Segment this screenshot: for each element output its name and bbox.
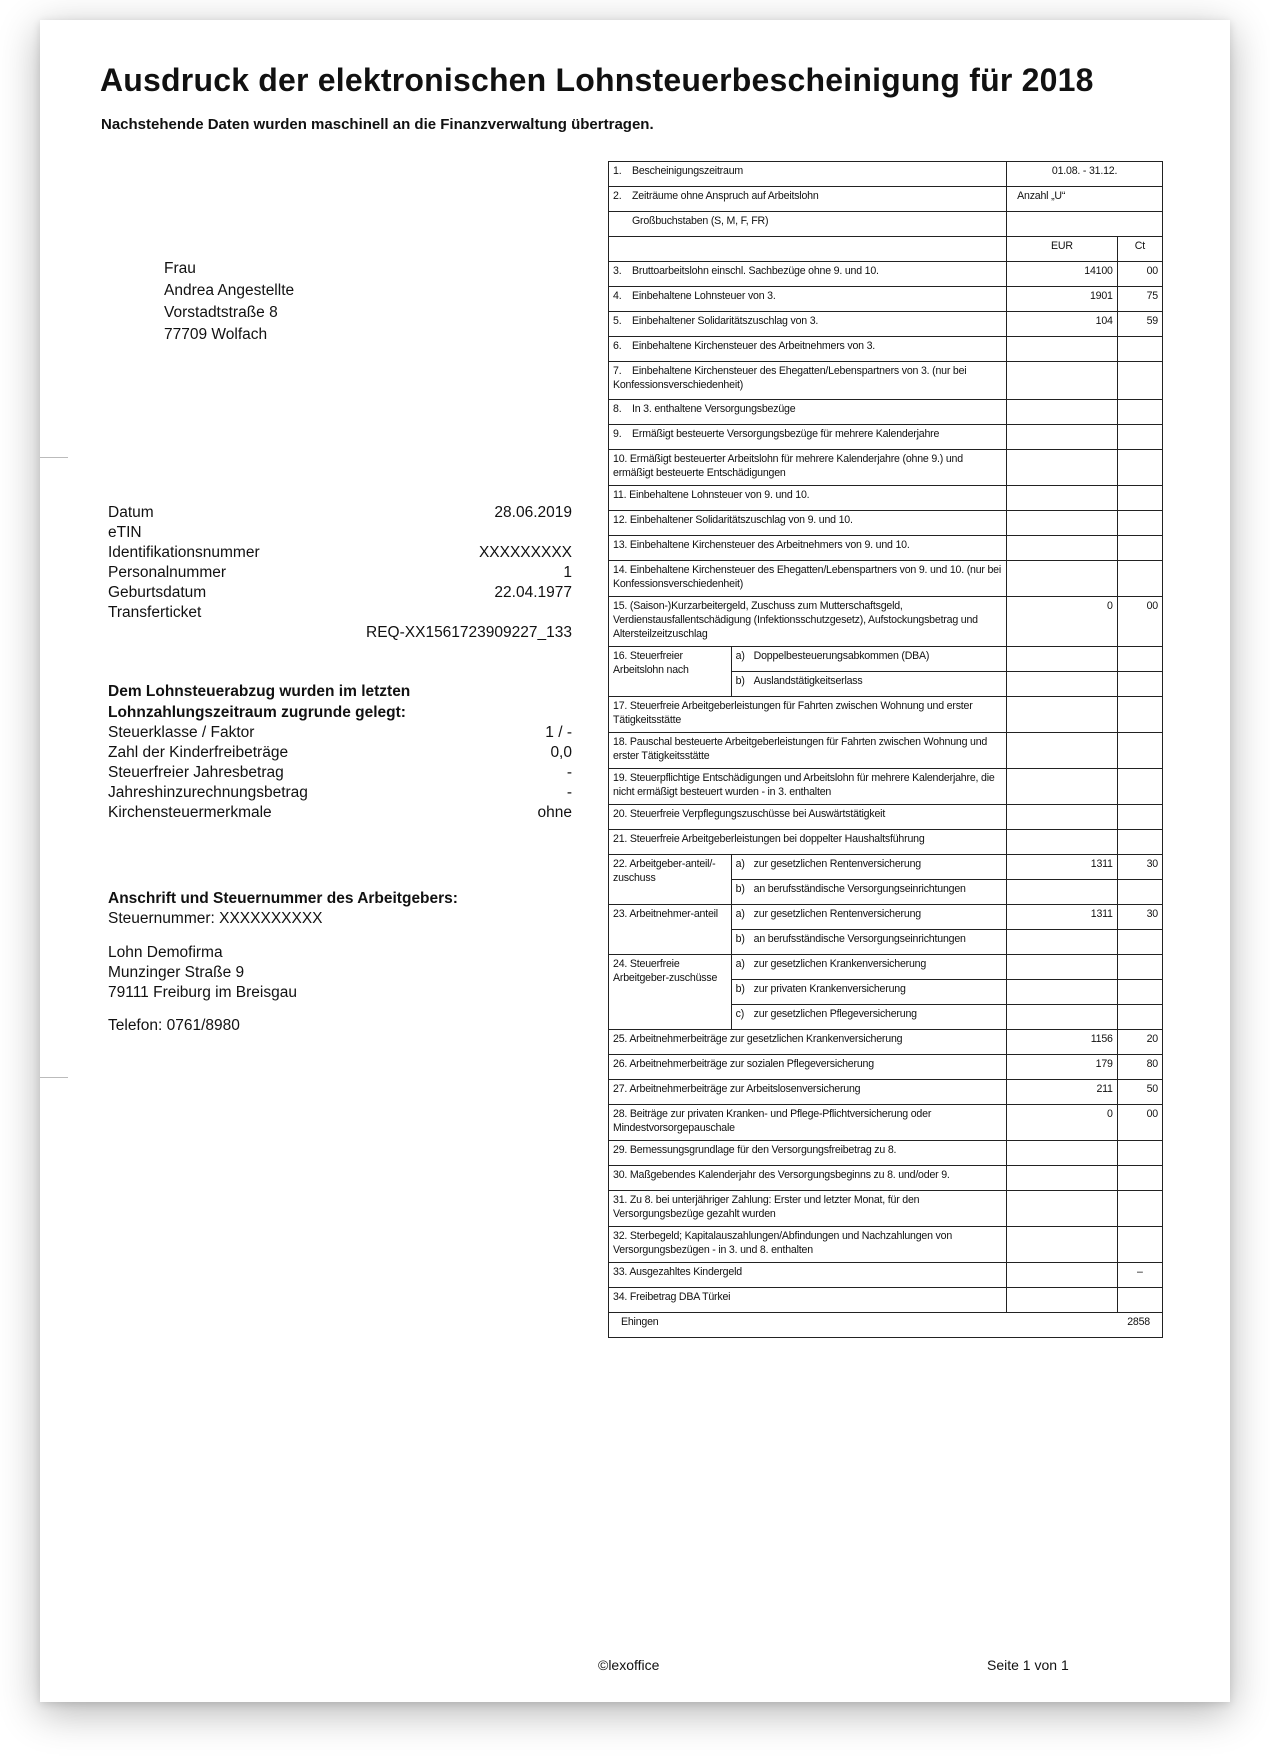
fold-mark xyxy=(40,1077,68,1078)
table-row: 2. Zeiträume ohne Anspruch auf Arbeitslohn Anzahl „U“ xyxy=(609,187,1163,212)
table-row: 33. Ausgezahltes Kindergeld – xyxy=(609,1263,1163,1288)
table-row: 32. Sterbegeld; Kapitalauszahlungen/Abfindungen und Nachzahlungen von Versorgungsbezügen - in 3. und 8. enthalten xyxy=(609,1227,1163,1263)
employer-tax-number: Steuernummer: XXXXXXXXXX xyxy=(108,910,323,927)
employer-street: Munzinger Straße 9 xyxy=(108,964,245,981)
document-title: Ausdruck der elektronischen Lohnsteuerbescheinigung für 2018 xyxy=(100,62,1094,98)
table-row: 20. Steuerfreie Verpflegungszuschüsse bei Auswärtstätigkeit xyxy=(609,805,1163,830)
table-row: 17. Steuerfreie Arbeitgeberleistungen für Fahrten zwischen Wohnung und erster Tätigkeitsstätte xyxy=(609,697,1163,733)
period-value: 01.08. - 31.12. xyxy=(1007,162,1163,187)
employer-name: Lohn Demofirma xyxy=(108,944,223,961)
table-row: 1. Bescheinigungszeitraum 01.08. - 31.12. xyxy=(609,162,1163,187)
table-row: b) an berufsständische Versorgungseinrichtungen xyxy=(609,880,1163,905)
document-subtitle: Nachstehende Daten wurden maschinell an die Finanzverwaltung übertragen. xyxy=(101,116,654,133)
table-row: 31. Zu 8. bei unterjähriger Zahlung: Erster und letzter Monat, für den Versorgungsbezüge gezahlt wurden xyxy=(609,1191,1163,1227)
table-row: 7. Einbehaltene Kirchensteuer des Ehegatten/Lebenspartners von 3. (nur bei Konfessionsverschiedenheit) xyxy=(609,362,1163,400)
tax-office-name: Ehingen xyxy=(621,1316,659,1328)
recipient-city: 77709 Wolfach xyxy=(164,326,268,343)
tax-office-number: 2858 xyxy=(1127,1316,1150,1328)
table-row: 8. In 3. enthaltene Versorgungsbezüge xyxy=(609,400,1163,425)
table-row xyxy=(609,1313,1163,1338)
footer-page-number: Seite 1 von 1 xyxy=(987,1657,1069,1673)
basis-heading: Dem Lohnsteuerabzug wurden im letzten xyxy=(108,683,411,700)
table-row: 19. Steuerpflichtige Entschädigungen und Arbeitslohn für mehrere Kalenderjahre, die nicht ermäßigt besteuert wurden - in 3. enthalten xyxy=(609,769,1163,805)
table-row: 27. Arbeitnehmerbeiträge zur Arbeitslosenversicherung 211 50 xyxy=(609,1080,1163,1105)
table-row: 29. Bemessungsgrundlage für den Versorgungsfreibetrag zu 8. xyxy=(609,1141,1163,1166)
table-row: c) zur gesetzlichen Pflegeversicherung xyxy=(609,1005,1163,1030)
table-row: 25. Arbeitnehmerbeiträge zur gesetzlichen Krankenversicherung 1156 20 xyxy=(609,1030,1163,1055)
footer-copyright: ©lexoffice xyxy=(598,1657,660,1673)
table-header-row: EUR Ct xyxy=(609,237,1163,262)
table-row: 5. Einbehaltener Solidaritätszuschlag von 3. 104 59 xyxy=(609,312,1163,337)
table-row: Großbuchstaben (S, M, F, FR) xyxy=(609,212,1163,237)
tax-certificate-table xyxy=(608,161,1163,1338)
table-row: 16. Steuerfreier Arbeitslohn nach a) Doppelbesteuerungsabkommen (DBA) xyxy=(609,647,1163,672)
table-row: 22. Arbeitgeber-anteil/-zuschuss a) zur gesetzlichen Rentenversicherung 1311 30 xyxy=(609,855,1163,880)
table-row: 15. (Saison-)Kurzarbeitergeld, Zuschuss zum Mutterschaftsgeld, Verdienstausfallentschädigung (Infektionsschutzgesetz), Aufstockungsbetrag und Altersteilzeitzuschlag 0 00 xyxy=(609,597,1163,647)
table-row: b) Auslandstätigkeitserlass xyxy=(609,672,1163,697)
employer-heading: Anschrift und Steuernummer des Arbeitgebers: xyxy=(108,890,458,907)
table-row: 26. Arbeitnehmerbeiträge zur sozialen Pflegeversicherung 179 80 xyxy=(609,1055,1163,1080)
document-page: Ausdruck der elektronischen Lohnsteuerbescheinigung für 2018 Nachstehende Daten wurden maschinell an die Finanzverwaltung übertragen. Frau Andrea Angestellte Vorstadtstraße 8 77709 Wolfach Datum 28.06.2019 eTIN Identifikationsnummer XXXXXXXXX Personalnummer 1 Geburtsdatum 22.04.1977 Transferticket REQ-XX1561723909227_133 Dem Lohnsteuerabzug wurden im letzten Lohnzahlungszeitraum zugrunde gelegt: Steuerklasse / Faktor 1 / - Zahl der Kinderfreibeträge 0,0 Steuerfreier Jahresbetrag - Jahreshinzurechnungsbetrag - Kirchensteuermerkmale ohne Anschrift und Steuernummer des Arbeitgebers: Steuernummer: XXXXXXXXXX Lohn Demofirma Munzinger Straße 9 79111 Freiburg im Breisgau Telefon: 0761/8980 1. Bescheinigungszeitraum 01.08. - 31.12. 2. Zeiträume ohne Anspruch auf Arbeitslohn Anzahl „U“ Großbuchstaben (S, M, F, FR) EUR Ct 3. Bruttoarbeitslohn einschl. Sachbezüge ohne 9. und 10. 14100 00 4. Einbehaltene Lohnsteuer von 3. 1901 75 5. Einbehaltener Solidaritätszuschlag von 3. 104 59 6. Einbehaltene Kirchensteuer des Arbeitnehmers von 3. 7. Einbehaltene Kirchensteuer des Ehegatten/Lebenspartners von 3. (nur bei Konfessionsverschiedenheit) 8. In 3. enthaltene Versorgungsbezüge 9. Ermäßigt besteuerte Versorgungsbezüge für mehrere Kalenderjahre 10. Ermäßigt besteuerter Arbeitslohn für mehrere Kalenderjahre (ohne 9.) und ermäßigt besteuerte Entschädigungen 11. Einbehaltene Lohnsteuer von 9. und 10. 12. Einbehaltener Solidaritätszuschlag von 9. und 10. 13. Einbehaltene Kirchensteuer des Arbeitnehmers von 9. und 10. 14. Einbehaltene Kirchensteuer des Ehegatten/Lebenspartners von 9. und 10. (nur bei Konfessionsverschiedenheit) 15. (Saison-)Kurzarbeitergeld, Zuschuss zum Mutterschaftsgeld, Verdienstausfallentschädigung (Infektionsschutzgesetz), Aufstockungsbetrag und Altersteilzeitzuschlag 0 00 16. Steuerfreier Arbeitslohn nach a) Doppelbesteuerungsabkommen (DBA) b) Auslandstätigkeitserlass 17. Steuerfreie Arbeitgeberleistungen für Fahrten zwischen Wohnung und erster Tätigkeitsstätte 18. Pauschal besteuerte Arbeitgeberleistungen für Fahrten zwischen Wohnung und erster Tätigkeitsstätte 19. Steuerpflichtige Entschädigungen und Arbeitslohn für mehrere Kalenderjahre, die nicht ermäßigt besteuert wurden - in 3. enthalten 20. Steuerfreie Verpflegungszuschüsse bei Auswärtstätigkeit 21. Steuerfreie Arbeitgeberleistungen bei doppelter Haushaltsführung 22. Arbeitgeber-anteil/-zuschuss a) zur gesetzlichen Rentenversicherung 1311 30 b) an berufsständische Versorgungseinrichtungen 23. Arbeitnehmer-anteil a) zur gesetzlichen Rentenversicherung 1311 30 b) an berufsständische Versorgungseinrichtungen 24. Steuerfreie Arbeitgeber-zuschüsse a) zur gesetzlichen Krankenversicherung b) zur privaten Krankenversicherung c) zur gesetzlichen Pflegeversicherung 25. Arbeitnehmerbeiträge zur gesetzlichen Krankenversicherung 1156 20 26. Arbeitnehmerbeiträge zur sozialen Pflegeversicherung 179 80 27. Arbeitnehmerbeiträge zur Arbeitslosenversicherung 211 50 28. Beiträge zur privaten Kranken- und Pflege-Pflichtversicherung oder Mindestvorsorgepauschale 0 00 29. Bemessungsgrundlage für den Versorgungsfreibetrag zu 8. 30. Maßgebendes Kalenderjahr des Versorgungsbeginns zu 8. und/oder 9. 31. Zu 8. bei unterjähriger Zahlung: Erster und letzter Monat, für den Versorgungsbezüge gezahlt wurden 32. Sterbegeld; Kapitalauszahlungen/Abfindungen und Nachzahlungen von Versorgungsbezügen - in 3. und 8. enthalten 33. Ausgezahltes Kindergeld – 34. Freibetrag DBA Türkei Ehingen 2858 ©lexoffice Seite 1 von 1 xyxy=(40,20,1230,1702)
employer-phone: Telefon: 0761/8980 xyxy=(108,1017,240,1034)
fold-mark xyxy=(40,457,68,458)
table-row: 3. Bruttoarbeitslohn einschl. Sachbezüge ohne 9. und 10. 14100 00 xyxy=(609,262,1163,287)
table-row: 6. Einbehaltene Kirchensteuer des Arbeitnehmers von 3. xyxy=(609,337,1163,362)
table-row: 23. Arbeitnehmer-anteil a) zur gesetzlichen Rentenversicherung 1311 30 xyxy=(609,905,1163,930)
table-row: b) an berufsständische Versorgungseinrichtungen xyxy=(609,930,1163,955)
recipient-salutation: Frau xyxy=(164,260,196,277)
table-row: 9. Ermäßigt besteuerte Versorgungsbezüge für mehrere Kalenderjahre xyxy=(609,425,1163,450)
table-row: 4. Einbehaltene Lohnsteuer von 3. 1901 75 xyxy=(609,287,1163,312)
table-row: 14. Einbehaltene Kirchensteuer des Ehegatten/Lebenspartners von 9. und 10. (nur bei Konfessionsverschiedenheit) xyxy=(609,561,1163,597)
table-row: 30. Maßgebendes Kalenderjahr des Versorgungsbeginns zu 8. und/oder 9. xyxy=(609,1166,1163,1191)
recipient-street: Vorstadtstraße 8 xyxy=(164,304,278,321)
table-row: 21. Steuerfreie Arbeitgeberleistungen bei doppelter Haushaltsführung xyxy=(609,830,1163,855)
table-row: 12. Einbehaltener Solidaritätszuschlag von 9. und 10. xyxy=(609,511,1163,536)
table-row: 13. Einbehaltene Kirchensteuer des Arbeitnehmers von 9. und 10. xyxy=(609,536,1163,561)
recipient-name: Andrea Angestellte xyxy=(164,282,295,299)
basis-heading-2: Lohnzahlungszeitraum zugrunde gelegt: xyxy=(108,704,406,721)
table-row: b) zur privaten Krankenversicherung xyxy=(609,980,1163,1005)
table-row: 11. Einbehaltene Lohnsteuer von 9. und 10. xyxy=(609,486,1163,511)
recipient-address xyxy=(164,258,294,346)
table-row: 34. Freibetrag DBA Türkei xyxy=(609,1288,1163,1313)
table-row: 10. Ermäßigt besteuerter Arbeitslohn für mehrere Kalenderjahre (ohne 9.) und ermäßigt besteuerte Entschädigungen xyxy=(609,450,1163,486)
table-row: 24. Steuerfreie Arbeitgeber-zuschüsse a) zur gesetzlichen Krankenversicherung xyxy=(609,955,1163,980)
table-row: 28. Beiträge zur privaten Kranken- und Pflege-Pflichtversicherung oder Mindestvorsorgepauschale 0 00 xyxy=(609,1105,1163,1141)
table-row: 18. Pauschal besteuerte Arbeitgeberleistungen für Fahrten zwischen Wohnung und erster Tätigkeitsstätte xyxy=(609,733,1163,769)
employer-city: 79111 Freiburg im Breisgau xyxy=(108,984,297,1001)
